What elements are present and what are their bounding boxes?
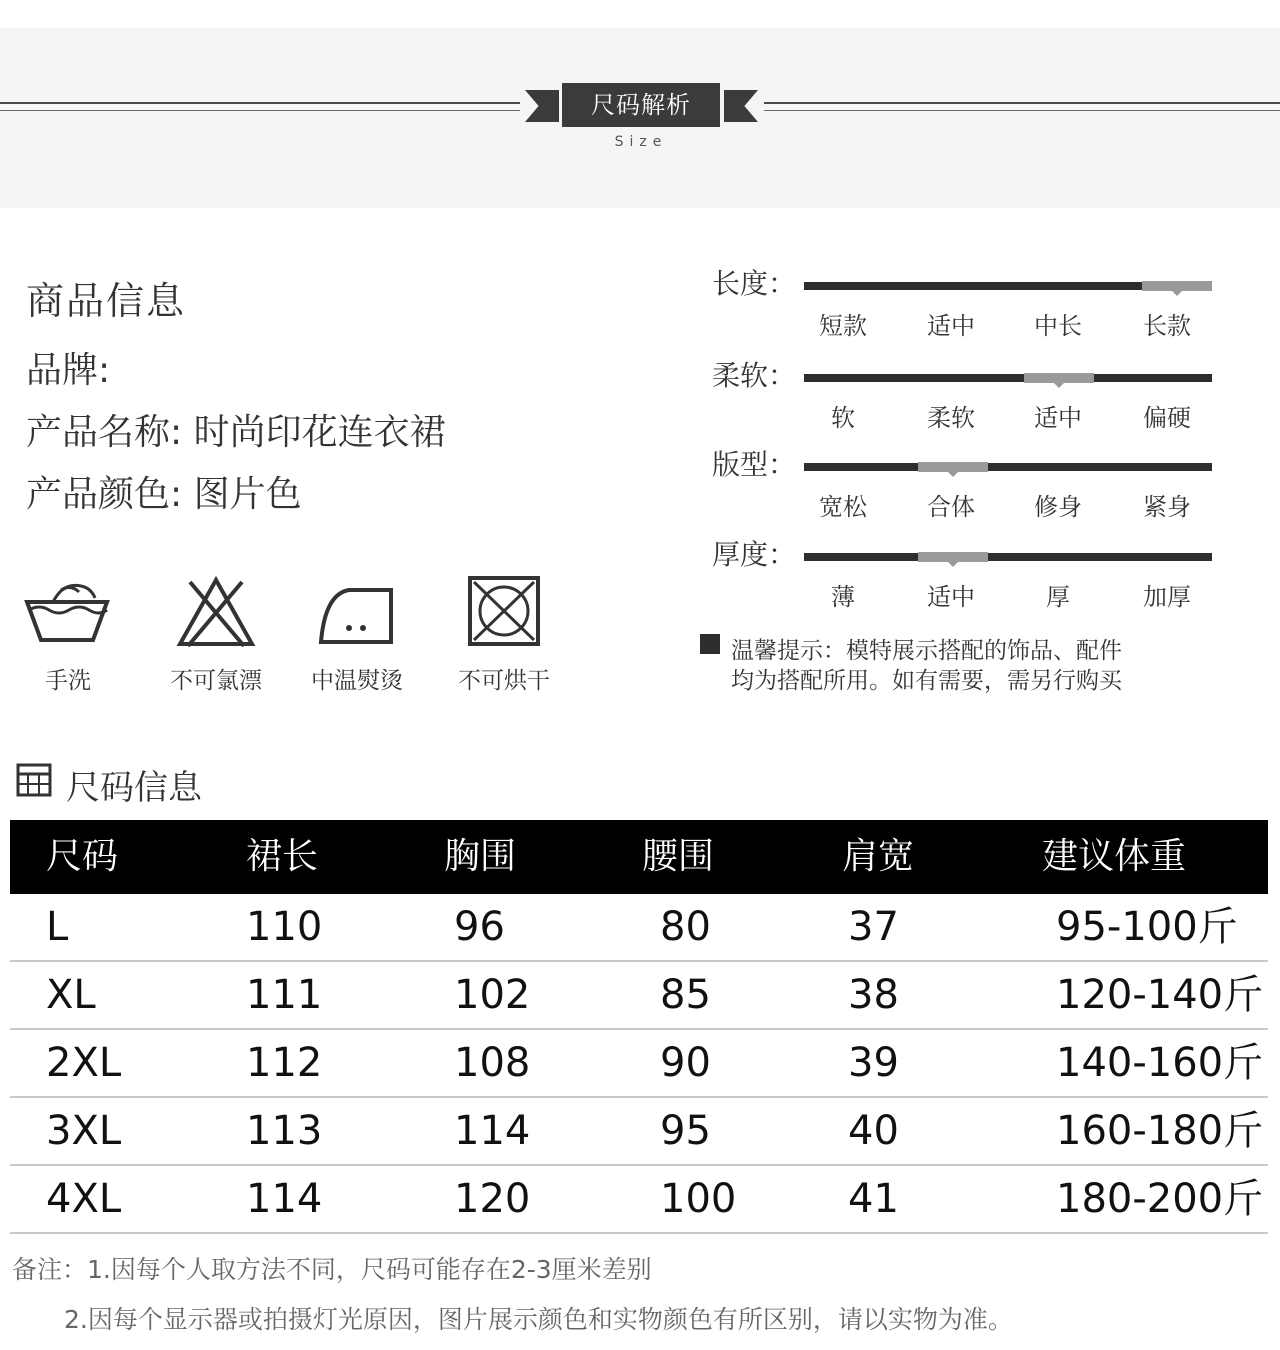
header-rule-right: [764, 102, 1280, 104]
table-cell: 140-160斤: [1056, 1040, 1264, 1086]
header-waist: 腰围: [642, 836, 715, 877]
tip-bullet: [700, 634, 720, 654]
attribute-option: 薄: [831, 583, 855, 611]
header-rule-left: [0, 102, 520, 104]
attribute-option: 适中: [927, 583, 975, 611]
table-cell: 108: [454, 1040, 531, 1086]
table-icon: [16, 763, 52, 797]
attribute-option: 偏硬: [1143, 404, 1191, 432]
table-cell: 41: [848, 1176, 899, 1222]
header-rule-right-thin: [764, 110, 1280, 111]
attribute-option: 软: [831, 404, 855, 432]
table-cell: 80: [660, 904, 711, 950]
section-subtitle: Size: [614, 134, 668, 150]
table-cell: 100: [660, 1176, 737, 1222]
table-cell: 120: [454, 1176, 531, 1222]
attribute-option: 修身: [1034, 493, 1082, 521]
table-cell: 39: [848, 1040, 899, 1086]
medium-iron-icon: [315, 576, 399, 648]
table-cell: 113: [246, 1108, 323, 1154]
care-label: 手洗: [45, 668, 91, 694]
table-cell: 40: [848, 1108, 899, 1154]
table-cell: 110: [246, 904, 323, 950]
table-cell: 38: [848, 972, 899, 1018]
tip-line-1: 温馨提示：模特展示搭配的饰品、配件: [731, 638, 1122, 664]
care-label: 不可氯漂: [170, 668, 262, 694]
attribute-option: 中长: [1034, 312, 1082, 340]
table-cell: 85: [660, 972, 711, 1018]
table-cell: 4XL: [46, 1176, 122, 1222]
product-name: 产品名称: 时尚印花连衣裙: [26, 412, 446, 453]
table-row: [10, 1098, 1268, 1166]
size-table-header: [10, 820, 1268, 894]
attribute-label: 长度：: [712, 267, 797, 300]
attribute-label: 厚度：: [712, 538, 797, 571]
table-cell: XL: [46, 972, 96, 1018]
product-color: 产品颜色: 图片色: [26, 474, 302, 515]
no-tumble-dry-icon: [466, 576, 542, 648]
table-cell: 2XL: [46, 1040, 122, 1086]
attribute-label: 版型：: [712, 448, 797, 481]
attribute-label: 柔软：: [712, 359, 797, 392]
table-row: [10, 894, 1268, 962]
table-cell: 102: [454, 972, 531, 1018]
product-info-title: 商品信息: [26, 279, 187, 323]
attribute-option: 合体: [927, 493, 975, 521]
no-bleach-icon: [176, 576, 256, 648]
attribute-option: 适中: [927, 312, 975, 340]
attribute-option: 适中: [1034, 404, 1082, 432]
table-cell: 160-180斤: [1056, 1108, 1264, 1154]
table-cell: 112: [246, 1040, 323, 1086]
table-cell: 95: [660, 1108, 711, 1154]
attribute-scale-bar: [804, 553, 1212, 561]
header-bust: 胸围: [444, 836, 517, 877]
table-cell: 111: [246, 972, 323, 1018]
table-cell: 114: [454, 1108, 531, 1154]
care-label: 中温熨烫: [311, 668, 403, 694]
hand-wash-icon: [23, 576, 113, 648]
care-medium-iron: [297, 576, 417, 695]
care-no-bleach: [156, 576, 276, 695]
table-cell: L: [46, 904, 69, 950]
note-line-2: 2.因每个显示器或拍摄灯光原因，图片展示颜色和实物颜色有所区别，请以实物为准。: [64, 1305, 1013, 1334]
attribute-scale-bar: [804, 282, 1212, 290]
attribute-option: 柔软: [927, 404, 975, 432]
table-cell: 95-100斤: [1056, 904, 1238, 950]
attribute-selected-marker: [918, 462, 988, 472]
attribute-selected-marker: [1142, 281, 1212, 291]
table-row: [10, 1166, 1268, 1234]
table-cell: 37: [848, 904, 899, 950]
table-cell: 114: [246, 1176, 323, 1222]
size-info-title: 尺码信息: [66, 768, 202, 808]
product-brand: 品牌:: [26, 350, 111, 391]
table-cell: 120-140斤: [1056, 972, 1264, 1018]
care-label: 不可烘干: [458, 668, 550, 694]
table-cell: 180-200斤: [1056, 1176, 1264, 1222]
table-row: [10, 962, 1268, 1030]
attribute-option: 长款: [1143, 312, 1191, 340]
header-rule-left-thin: [0, 110, 520, 111]
header-shoulder: 肩宽: [842, 836, 915, 877]
tip-line-2: 均为搭配所用。如有需要，需另行购买: [731, 668, 1122, 694]
attribute-option: 宽松: [819, 493, 867, 521]
care-hand-wash: [8, 576, 128, 695]
attribute-option: 厚: [1046, 583, 1070, 611]
header-weight: 建议体重: [1042, 836, 1187, 877]
table-cell: 96: [454, 904, 505, 950]
table-cell: 90: [660, 1040, 711, 1086]
attribute-option: 短款: [819, 312, 867, 340]
header-size: 尺码: [46, 836, 119, 877]
attribute-option: 紧身: [1143, 493, 1191, 521]
care-no-tumble-dry: [444, 576, 564, 695]
table-row: [10, 1030, 1268, 1098]
attribute-scale-bar: [804, 463, 1212, 471]
table-cell: 3XL: [46, 1108, 122, 1154]
attribute-option: 加厚: [1143, 583, 1191, 611]
attribute-selected-marker: [918, 552, 988, 562]
attribute-selected-marker: [1024, 373, 1094, 383]
header-length: 裙长: [246, 836, 319, 877]
note-line-1: 备注：1.因每个人取方法不同，尺码可能存在2-3厘米差别: [12, 1255, 652, 1284]
section-title: 尺码解析: [562, 83, 720, 127]
attribute-scale-bar: [804, 374, 1212, 382]
